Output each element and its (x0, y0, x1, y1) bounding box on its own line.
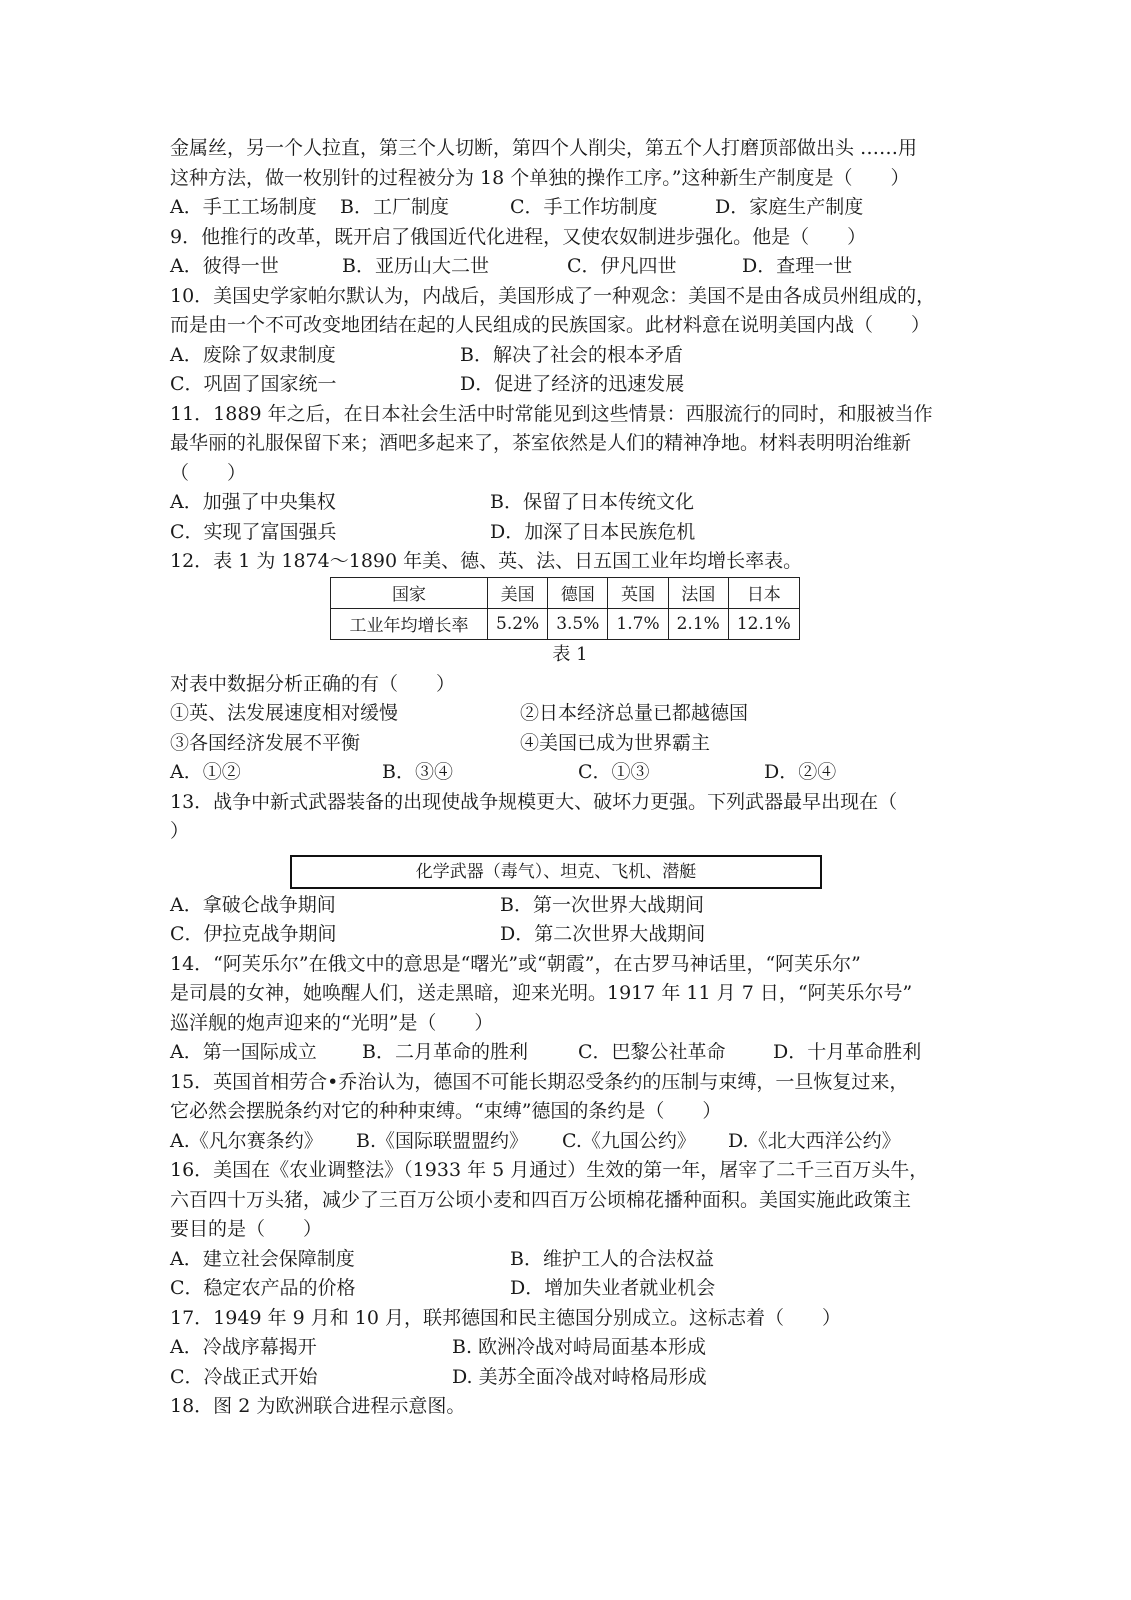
q18-text-line-1: 18．图 2 为欧洲联合进程示意图。 (170, 1395, 466, 1417)
q16-options-row-2 (170, 1274, 950, 1304)
weapons-box: 化学武器（毒气）、坦克、飞机、潜艇 (290, 855, 822, 889)
growth-rate-table (330, 577, 800, 640)
q17-option-d: D. 美苏全面冷战对峙格局形成 (452, 1365, 707, 1388)
q12-statements-row-1 (170, 699, 950, 729)
q17-options-row-1 (170, 1333, 950, 1363)
q14-text-line-3: 巡洋舰的炮声迎来的“光明”是（ ） (170, 1011, 494, 1034)
q17-option-c: C．冷战正式开始 (170, 1365, 318, 1388)
q10-text-line-1: 10．美国史学家帕尔默认为，内战后，美国形成了一种观念：美国不是由各成员州组成的， (170, 284, 936, 307)
q8-text-line-2: 这种方法，做一枚别针的过程被分为 18 个单独的操作工序。”这种新生产制度是（ ） (170, 166, 910, 189)
q15-option-c: C.《九国公约》 (562, 1129, 696, 1152)
q16-option-b: B．维护工人的合法权益 (510, 1247, 714, 1270)
q14-options (170, 1038, 950, 1068)
q8-option-a: A．手工工场制度 (170, 196, 317, 218)
q13-text-line-1: 13．战争中新式武器装备的出现使战争规模更大、破坏力更强。下列武器最早出现在（ (170, 790, 898, 813)
q10-options-row-2 (170, 370, 950, 400)
table-header-cell: 法国 (668, 577, 728, 608)
q11-text-line-1: 11．1889 年之后，在日本社会生活中时常能见到这些情景：西服流行的同时，和服被当作 (170, 402, 933, 425)
q9-option-a: A．彼得一世 (170, 255, 279, 277)
q10-options-row-1 (170, 341, 950, 371)
q11-text-line-3: （ ） (170, 461, 247, 484)
q11-option-d: D．加深了日本民族危机 (490, 520, 696, 543)
q16-option-c: C．稳定农产品的价格 (170, 1277, 356, 1299)
table-header-cell: 日本 (728, 577, 799, 608)
q11-text-line-2: 最华丽的礼服保留下来；酒吧多起来了，茶室依然是人们的精神净地。材料表明明治维新 (170, 432, 912, 454)
q14-text-line-1: 14．“阿芙乐尔”在俄文中的意思是“曙光”或“朝霞”，在古罗马神话里，“阿芙乐尔” (170, 952, 861, 975)
q16-options-row-1 (170, 1245, 950, 1275)
q11-option-a: A．加强了中央集权 (170, 491, 336, 513)
q14-text-line-2: 是司晨的女神，她唤醒人们，送走黑暗，迎来光明。1917 年 11 月 7 日，“阿芙乐尔号” (170, 982, 913, 1004)
q15-option-a: A.《凡尔赛条约》 (170, 1129, 323, 1152)
q16-option-d: D．增加失业者就业机会 (510, 1277, 716, 1299)
q17-option-a: A．冷战序幕揭开 (170, 1336, 317, 1358)
q14-option-c: C．巴黎公社革命 (578, 1041, 726, 1063)
q17-text-line-1: 17．1949 年 9 月和 10 月，联邦德国和民主德国分别成立。这标志着（ ） (170, 1306, 841, 1329)
q12-statements-row-2 (170, 729, 950, 759)
q12-statement-4: ④美国已成为世界霸主 (520, 731, 711, 754)
q12-statement-2: ②日本经济总量已都越德国 (520, 702, 749, 724)
table-cell: 工业年均增长率 (331, 608, 488, 639)
q9-text-line-1: 9．他推行的改革，既开启了俄国近代化进程，又使农奴制进步强化。他是（ ） (170, 225, 867, 248)
table-cell: 12.1% (728, 608, 799, 639)
table-header-cell: 德国 (548, 577, 608, 608)
q12-statement-1: ①英、法发展速度相对缓慢 (170, 702, 399, 724)
q8-option-b: B．工厂制度 (340, 196, 449, 218)
table-header-cell: 国家 (331, 577, 488, 608)
q14-option-d: D．十月革命胜利 (773, 1041, 922, 1063)
q9-option-b: B．亚历山大二世 (342, 255, 489, 277)
q10-option-a: A．废除了奴隶制度 (170, 343, 336, 366)
exam-page (170, 134, 950, 1422)
q11-options-row-2 (170, 518, 950, 548)
q9-options (170, 252, 950, 282)
q15-text-line-2: 它必然会摆脱条约对它的种种束缚。“束缚”德国的条约是（ ） (170, 1100, 722, 1122)
q13-option-a: A．拿破仑战争期间 (170, 893, 336, 916)
q12-option-d: D．②④ (764, 761, 837, 783)
q15-options (170, 1127, 950, 1157)
q11-options-row-1 (170, 488, 950, 518)
table-header-cell: 美国 (488, 577, 548, 608)
q12-text-line-2: 对表中数据分析正确的有（ ） (170, 672, 456, 695)
q10-option-b: B．解决了社会的根本矛盾 (460, 343, 683, 366)
q12-statement-3: ③各国经济发展不平衡 (170, 731, 361, 754)
q8-options (170, 193, 950, 223)
q13-option-d: D．第二次世界大战期间 (500, 923, 706, 945)
q15-option-b: B.《国际联盟盟约》 (356, 1129, 529, 1152)
q13-option-b: B．第一次世界大战期间 (500, 893, 704, 916)
q16-text-line-3: 要目的是（ ） (170, 1218, 323, 1240)
table-header-row (331, 577, 800, 608)
table-cell: 5.2% (488, 608, 548, 639)
q8-option-c: C．手工作坊制度 (510, 196, 658, 218)
q13-options-row-1 (170, 891, 950, 921)
q8-text-line-1: 金属丝，另一个人拉直，第三个人切断，第四个人削尖，第五个人打磨顶部做出头 ……用 (170, 137, 918, 159)
q15-text-line-1: 15．英国首相劳合•乔治认为，德国不可能长期忍受条约的压制与束缚，一旦恢复过来， (170, 1070, 909, 1093)
q16-text-line-2: 六百四十万头猪，减少了三百万公顷小麦和四百万公顷棉花播种面积。美国实施此政策主 (170, 1188, 912, 1211)
q9-option-c: C．伊凡四世 (567, 255, 677, 277)
q12-text-line-1: 12．表 1 为 1874～1890 年美、德、英、法、日五国工业年均增长率表。 (170, 550, 803, 572)
table-caption: 表 1 (552, 643, 588, 665)
q11-option-b: B．保留了日本传统文化 (490, 491, 694, 513)
q14-option-a: A．第一国际成立 (170, 1041, 317, 1063)
q12-option-c: C．①③ (578, 761, 650, 783)
q16-option-a: A．建立社会保障制度 (170, 1247, 355, 1270)
q12-option-b: B．③④ (382, 761, 453, 783)
q12-option-a: A．①② (170, 761, 241, 783)
table-cell: 2.1% (668, 608, 728, 639)
q17-option-b: B. 欧洲冷战对峙局面基本形成 (452, 1336, 707, 1358)
table-cell: 1.7% (608, 608, 668, 639)
q17-options-row-2 (170, 1363, 950, 1393)
q14-option-b: B．二月革命的胜利 (362, 1041, 528, 1063)
q9-option-d: D．查理一世 (742, 255, 853, 277)
q13-option-c: C．伊拉克战争期间 (170, 923, 337, 945)
q10-text-line-2: 而是由一个不可改变地团结在起的人民组成的民族国家。此材料意在说明美国内战（ ） (170, 314, 931, 336)
q11-option-c: C．实现了富国强兵 (170, 520, 337, 543)
q15-option-d: D.《北大西洋公约》 (728, 1129, 901, 1152)
q12-options (170, 758, 950, 788)
q16-text-line-1: 16．美国在《农业调整法》（1933 年 5 月通过）生效的第一年，屠宰了二千三百万头牛， (170, 1159, 929, 1181)
table-row (331, 608, 800, 639)
q10-option-c: C．巩固了国家统一 (170, 373, 337, 395)
table-header-cell: 英国 (608, 577, 668, 608)
q8-option-d: D．家庭生产制度 (715, 196, 864, 218)
q13-text-line-2: ） (170, 820, 190, 842)
table-cell: 3.5% (548, 608, 608, 639)
q13-options-row-2 (170, 920, 950, 950)
q10-option-d: D．促进了经济的迅速发展 (460, 373, 685, 395)
